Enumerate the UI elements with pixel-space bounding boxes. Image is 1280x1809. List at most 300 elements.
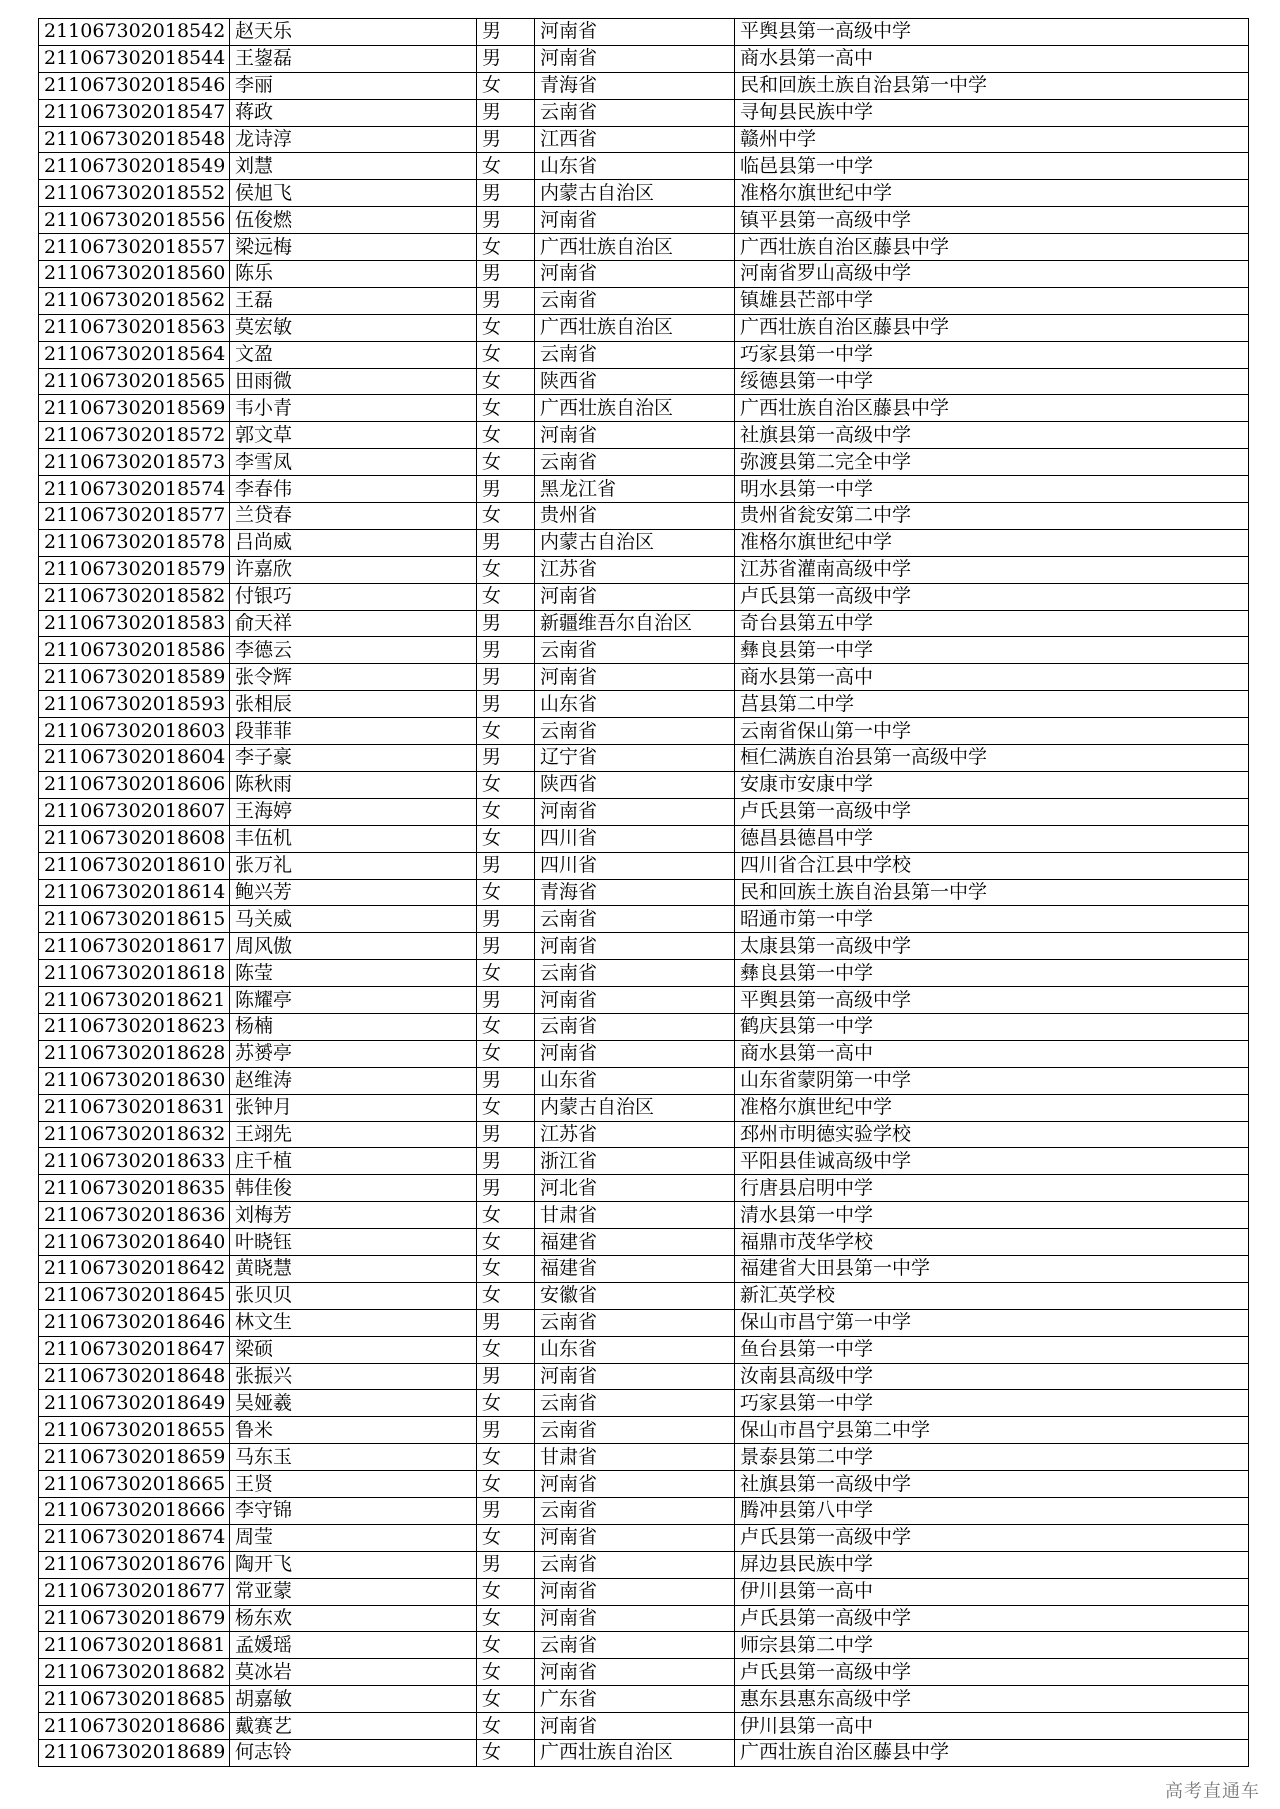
name-cell: 李子豪 bbox=[230, 745, 477, 772]
school-cell: 巧家县第一中学 bbox=[735, 341, 1249, 368]
name-cell: 马关威 bbox=[230, 906, 477, 933]
gender-cell: 女 bbox=[477, 1390, 535, 1417]
table-row bbox=[39, 234, 1249, 261]
table-row bbox=[39, 314, 1249, 341]
exam-id-cell: 211067302018544 bbox=[39, 45, 230, 72]
gender-cell: 女 bbox=[477, 879, 535, 906]
gender-cell: 女 bbox=[477, 1578, 535, 1605]
table-row bbox=[39, 422, 1249, 449]
school-cell: 商水县第一高中 bbox=[735, 45, 1249, 72]
name-cell: 孟媛瑶 bbox=[230, 1632, 477, 1659]
gender-cell: 女 bbox=[477, 234, 535, 261]
name-cell: 陈莹 bbox=[230, 960, 477, 987]
exam-id-cell: 211067302018636 bbox=[39, 1202, 230, 1229]
gender-cell: 女 bbox=[477, 1740, 535, 1767]
gender-cell: 女 bbox=[477, 314, 535, 341]
school-cell: 广西壮族自治区藤县中学 bbox=[735, 395, 1249, 422]
school-cell: 新汇英学校 bbox=[735, 1282, 1249, 1309]
table-row bbox=[39, 825, 1249, 852]
table-row bbox=[39, 180, 1249, 207]
province-cell: 青海省 bbox=[535, 879, 735, 906]
table-row bbox=[39, 1336, 1249, 1363]
gender-cell: 男 bbox=[477, 45, 535, 72]
table-row bbox=[39, 503, 1249, 530]
school-cell: 社旗县第一高级中学 bbox=[735, 1471, 1249, 1498]
name-cell: 侯旭飞 bbox=[230, 180, 477, 207]
gender-cell: 男 bbox=[477, 1309, 535, 1336]
province-cell: 内蒙古自治区 bbox=[535, 529, 735, 556]
table-row bbox=[39, 1713, 1249, 1740]
gender-cell: 男 bbox=[477, 126, 535, 153]
exam-id-cell: 211067302018603 bbox=[39, 718, 230, 745]
gender-cell: 男 bbox=[477, 287, 535, 314]
name-cell: 李雪凤 bbox=[230, 449, 477, 476]
table-row bbox=[39, 1632, 1249, 1659]
name-cell: 梁硕 bbox=[230, 1336, 477, 1363]
gender-cell: 女 bbox=[477, 556, 535, 583]
gender-cell: 男 bbox=[477, 19, 535, 46]
name-cell: 吕尚威 bbox=[230, 529, 477, 556]
exam-id-cell: 211067302018649 bbox=[39, 1390, 230, 1417]
table-row bbox=[39, 153, 1249, 180]
table-row bbox=[39, 1202, 1249, 1229]
name-cell: 鲁米 bbox=[230, 1417, 477, 1444]
exam-id-cell: 211067302018607 bbox=[39, 798, 230, 825]
name-cell: 苏赟亭 bbox=[230, 1040, 477, 1067]
province-cell: 黑龙江省 bbox=[535, 476, 735, 503]
school-cell: 明水县第一中学 bbox=[735, 476, 1249, 503]
table-row bbox=[39, 1417, 1249, 1444]
province-cell: 河北省 bbox=[535, 1175, 735, 1202]
province-cell: 云南省 bbox=[535, 99, 735, 126]
province-cell: 辽宁省 bbox=[535, 745, 735, 772]
table-row bbox=[39, 906, 1249, 933]
province-cell: 河南省 bbox=[535, 583, 735, 610]
province-cell: 河南省 bbox=[535, 261, 735, 288]
table-row bbox=[39, 1094, 1249, 1121]
name-cell: 陈秋雨 bbox=[230, 771, 477, 798]
school-cell: 寻甸县民族中学 bbox=[735, 99, 1249, 126]
table-row bbox=[39, 718, 1249, 745]
table-row bbox=[39, 1578, 1249, 1605]
exam-id-cell: 211067302018579 bbox=[39, 556, 230, 583]
gender-cell: 女 bbox=[477, 341, 535, 368]
name-cell: 戴赛艺 bbox=[230, 1713, 477, 1740]
province-cell: 安徽省 bbox=[535, 1282, 735, 1309]
province-cell: 河南省 bbox=[535, 933, 735, 960]
gender-cell: 女 bbox=[477, 1013, 535, 1040]
gender-cell: 男 bbox=[477, 1363, 535, 1390]
name-cell: 陈耀亭 bbox=[230, 987, 477, 1014]
province-cell: 广西壮族自治区 bbox=[535, 234, 735, 261]
name-cell: 段菲菲 bbox=[230, 718, 477, 745]
name-cell: 鲍兴芳 bbox=[230, 879, 477, 906]
name-cell: 蒋政 bbox=[230, 99, 477, 126]
table-row bbox=[39, 1471, 1249, 1498]
table-row bbox=[39, 1524, 1249, 1551]
school-cell: 广西壮族自治区藤县中学 bbox=[735, 314, 1249, 341]
province-cell: 云南省 bbox=[535, 449, 735, 476]
name-cell: 莫冰岩 bbox=[230, 1659, 477, 1686]
school-cell: 弥渡县第二完全中学 bbox=[735, 449, 1249, 476]
name-cell: 李春伟 bbox=[230, 476, 477, 503]
gender-cell: 男 bbox=[477, 987, 535, 1014]
gender-cell: 女 bbox=[477, 825, 535, 852]
exam-id-cell: 211067302018606 bbox=[39, 771, 230, 798]
province-cell: 云南省 bbox=[535, 1551, 735, 1578]
school-cell: 社旗县第一高级中学 bbox=[735, 422, 1249, 449]
table-row bbox=[39, 1148, 1249, 1175]
province-cell: 云南省 bbox=[535, 1632, 735, 1659]
exam-id-cell: 211067302018608 bbox=[39, 825, 230, 852]
exam-id-cell: 211067302018659 bbox=[39, 1444, 230, 1471]
province-cell: 云南省 bbox=[535, 287, 735, 314]
exam-id-cell: 211067302018548 bbox=[39, 126, 230, 153]
table-row bbox=[39, 691, 1249, 718]
table-row bbox=[39, 771, 1249, 798]
gender-cell: 女 bbox=[477, 72, 535, 99]
province-cell: 河南省 bbox=[535, 207, 735, 234]
table-row bbox=[39, 207, 1249, 234]
gender-cell: 女 bbox=[477, 771, 535, 798]
name-cell: 周风傲 bbox=[230, 933, 477, 960]
gender-cell: 男 bbox=[477, 637, 535, 664]
gender-cell: 女 bbox=[477, 583, 535, 610]
gender-cell: 女 bbox=[477, 960, 535, 987]
gender-cell: 女 bbox=[477, 395, 535, 422]
gender-cell: 女 bbox=[477, 1444, 535, 1471]
province-cell: 福建省 bbox=[535, 1255, 735, 1282]
exam-id-cell: 211067302018631 bbox=[39, 1094, 230, 1121]
exam-id-cell: 211067302018665 bbox=[39, 1471, 230, 1498]
gender-cell: 女 bbox=[477, 422, 535, 449]
school-cell: 商水县第一高中 bbox=[735, 1040, 1249, 1067]
exam-id-cell: 211067302018593 bbox=[39, 691, 230, 718]
school-cell: 彝良县第一中学 bbox=[735, 637, 1249, 664]
exam-id-cell: 211067302018689 bbox=[39, 1740, 230, 1767]
gender-cell: 男 bbox=[477, 1417, 535, 1444]
name-cell: 许嘉欣 bbox=[230, 556, 477, 583]
table-row bbox=[39, 72, 1249, 99]
school-cell: 师宗县第二中学 bbox=[735, 1632, 1249, 1659]
province-cell: 四川省 bbox=[535, 825, 735, 852]
gender-cell: 女 bbox=[477, 1229, 535, 1256]
name-cell: 马东玉 bbox=[230, 1444, 477, 1471]
name-cell: 田雨微 bbox=[230, 368, 477, 395]
name-cell: 张钟月 bbox=[230, 1094, 477, 1121]
school-cell: 山东省蒙阴第一中学 bbox=[735, 1067, 1249, 1094]
school-cell: 太康县第一高级中学 bbox=[735, 933, 1249, 960]
gender-cell: 女 bbox=[477, 1255, 535, 1282]
exam-id-cell: 211067302018577 bbox=[39, 503, 230, 530]
gender-cell: 女 bbox=[477, 1094, 535, 1121]
exam-id-cell: 211067302018556 bbox=[39, 207, 230, 234]
exam-id-cell: 211067302018586 bbox=[39, 637, 230, 664]
exam-id-cell: 211067302018621 bbox=[39, 987, 230, 1014]
exam-id-cell: 211067302018682 bbox=[39, 1659, 230, 1686]
school-cell: 绥德县第一中学 bbox=[735, 368, 1249, 395]
school-cell: 准格尔旗世纪中学 bbox=[735, 180, 1249, 207]
province-cell: 内蒙古自治区 bbox=[535, 1094, 735, 1121]
province-cell: 广东省 bbox=[535, 1686, 735, 1713]
province-cell: 福建省 bbox=[535, 1229, 735, 1256]
gender-cell: 男 bbox=[477, 207, 535, 234]
table-row bbox=[39, 556, 1249, 583]
exam-id-cell: 211067302018679 bbox=[39, 1605, 230, 1632]
table-row bbox=[39, 126, 1249, 153]
school-cell: 奇台县第五中学 bbox=[735, 610, 1249, 637]
name-cell: 林文生 bbox=[230, 1309, 477, 1336]
province-cell: 内蒙古自治区 bbox=[535, 180, 735, 207]
province-cell: 云南省 bbox=[535, 906, 735, 933]
table-row bbox=[39, 449, 1249, 476]
exam-id-cell: 211067302018589 bbox=[39, 664, 230, 691]
province-cell: 云南省 bbox=[535, 718, 735, 745]
school-cell: 广西壮族自治区藤县中学 bbox=[735, 234, 1249, 261]
table-row bbox=[39, 1740, 1249, 1767]
exam-id-cell: 211067302018615 bbox=[39, 906, 230, 933]
school-cell: 河南省罗山高级中学 bbox=[735, 261, 1249, 288]
province-cell: 江西省 bbox=[535, 126, 735, 153]
school-cell: 卢氏县第一高级中学 bbox=[735, 583, 1249, 610]
name-cell: 伍俊燃 bbox=[230, 207, 477, 234]
province-cell: 河南省 bbox=[535, 664, 735, 691]
province-cell: 陕西省 bbox=[535, 368, 735, 395]
gender-cell: 女 bbox=[477, 153, 535, 180]
exam-id-cell: 211067302018648 bbox=[39, 1363, 230, 1390]
table-row bbox=[39, 1282, 1249, 1309]
gender-cell: 女 bbox=[477, 449, 535, 476]
province-cell: 河南省 bbox=[535, 1040, 735, 1067]
province-cell: 青海省 bbox=[535, 72, 735, 99]
province-cell: 甘肃省 bbox=[535, 1202, 735, 1229]
province-cell: 云南省 bbox=[535, 637, 735, 664]
admission-list-table bbox=[38, 18, 1249, 1767]
name-cell: 张贝贝 bbox=[230, 1282, 477, 1309]
exam-id-cell: 211067302018630 bbox=[39, 1067, 230, 1094]
province-cell: 贵州省 bbox=[535, 503, 735, 530]
province-cell: 江苏省 bbox=[535, 1121, 735, 1148]
name-cell: 付银巧 bbox=[230, 583, 477, 610]
province-cell: 河南省 bbox=[535, 19, 735, 46]
gender-cell: 女 bbox=[477, 1659, 535, 1686]
school-cell: 伊川县第一高中 bbox=[735, 1578, 1249, 1605]
table-row bbox=[39, 798, 1249, 825]
exam-id-cell: 211067302018628 bbox=[39, 1040, 230, 1067]
watermark-text: 高考直通车 bbox=[1165, 1781, 1260, 1802]
exam-id-cell: 211067302018681 bbox=[39, 1632, 230, 1659]
gender-cell: 男 bbox=[477, 261, 535, 288]
name-cell: 王翊先 bbox=[230, 1121, 477, 1148]
table-row bbox=[39, 583, 1249, 610]
table-row bbox=[39, 1390, 1249, 1417]
province-cell: 云南省 bbox=[535, 960, 735, 987]
exam-id-cell: 211067302018666 bbox=[39, 1497, 230, 1524]
school-cell: 腾冲县第八中学 bbox=[735, 1497, 1249, 1524]
school-cell: 福建省大田县第一中学 bbox=[735, 1255, 1249, 1282]
gender-cell: 男 bbox=[477, 1067, 535, 1094]
gender-cell: 男 bbox=[477, 529, 535, 556]
name-cell: 莫宏敏 bbox=[230, 314, 477, 341]
table-row bbox=[39, 637, 1249, 664]
school-cell: 民和回族土族自治县第一中学 bbox=[735, 72, 1249, 99]
school-cell: 惠东县惠东高级中学 bbox=[735, 1686, 1249, 1713]
school-cell: 镇雄县芒部中学 bbox=[735, 287, 1249, 314]
name-cell: 吴娅羲 bbox=[230, 1390, 477, 1417]
school-cell: 云南省保山第一中学 bbox=[735, 718, 1249, 745]
name-cell: 李守锦 bbox=[230, 1497, 477, 1524]
table-row bbox=[39, 1229, 1249, 1256]
exam-id-cell: 211067302018563 bbox=[39, 314, 230, 341]
gender-cell: 男 bbox=[477, 1551, 535, 1578]
name-cell: 张令辉 bbox=[230, 664, 477, 691]
gender-cell: 男 bbox=[477, 1121, 535, 1148]
exam-id-cell: 211067302018573 bbox=[39, 449, 230, 476]
gender-cell: 女 bbox=[477, 1605, 535, 1632]
table-row bbox=[39, 1067, 1249, 1094]
school-cell: 准格尔旗世纪中学 bbox=[735, 1094, 1249, 1121]
exam-id-cell: 211067302018572 bbox=[39, 422, 230, 449]
school-cell: 德昌县德昌中学 bbox=[735, 825, 1249, 852]
gender-cell: 男 bbox=[477, 1497, 535, 1524]
name-cell: 何志铃 bbox=[230, 1740, 477, 1767]
name-cell: 叶晓钰 bbox=[230, 1229, 477, 1256]
gender-cell: 女 bbox=[477, 503, 535, 530]
exam-id-cell: 211067302018564 bbox=[39, 341, 230, 368]
table-row bbox=[39, 933, 1249, 960]
name-cell: 龙诗淳 bbox=[230, 126, 477, 153]
school-cell: 卢氏县第一高级中学 bbox=[735, 1659, 1249, 1686]
gender-cell: 男 bbox=[477, 1148, 535, 1175]
table-row bbox=[39, 529, 1249, 556]
gender-cell: 女 bbox=[477, 1713, 535, 1740]
exam-id-cell: 211067302018617 bbox=[39, 933, 230, 960]
school-cell: 平舆县第一高级中学 bbox=[735, 19, 1249, 46]
school-cell: 平舆县第一高级中学 bbox=[735, 987, 1249, 1014]
table-row bbox=[39, 1255, 1249, 1282]
exam-id-cell: 211067302018647 bbox=[39, 1336, 230, 1363]
table-row bbox=[39, 1605, 1249, 1632]
province-cell: 新疆维吾尔自治区 bbox=[535, 610, 735, 637]
exam-id-cell: 211067302018686 bbox=[39, 1713, 230, 1740]
school-cell: 保山市昌宁县第二中学 bbox=[735, 1417, 1249, 1444]
exam-id-cell: 211067302018635 bbox=[39, 1175, 230, 1202]
school-cell: 贵州省瓮安第二中学 bbox=[735, 503, 1249, 530]
name-cell: 周莹 bbox=[230, 1524, 477, 1551]
gender-cell: 女 bbox=[477, 1524, 535, 1551]
table-row bbox=[39, 1444, 1249, 1471]
school-cell: 卢氏县第一高级中学 bbox=[735, 1605, 1249, 1632]
table-row bbox=[39, 1121, 1249, 1148]
gender-cell: 女 bbox=[477, 1282, 535, 1309]
school-cell: 桓仁满族自治县第一高级中学 bbox=[735, 745, 1249, 772]
name-cell: 李丽 bbox=[230, 72, 477, 99]
name-cell: 刘梅芳 bbox=[230, 1202, 477, 1229]
exam-id-cell: 211067302018546 bbox=[39, 72, 230, 99]
province-cell: 云南省 bbox=[535, 1497, 735, 1524]
exam-id-cell: 211067302018542 bbox=[39, 19, 230, 46]
gender-cell: 女 bbox=[477, 1471, 535, 1498]
name-cell: 庄千植 bbox=[230, 1148, 477, 1175]
table-row bbox=[39, 99, 1249, 126]
province-cell: 山东省 bbox=[535, 691, 735, 718]
province-cell: 陕西省 bbox=[535, 771, 735, 798]
province-cell: 云南省 bbox=[535, 1417, 735, 1444]
table-row bbox=[39, 287, 1249, 314]
table-row bbox=[39, 987, 1249, 1014]
province-cell: 浙江省 bbox=[535, 1148, 735, 1175]
school-cell: 彝良县第一中学 bbox=[735, 960, 1249, 987]
table-row bbox=[39, 1363, 1249, 1390]
table-row bbox=[39, 19, 1249, 46]
name-cell: 梁远梅 bbox=[230, 234, 477, 261]
province-cell: 甘肃省 bbox=[535, 1444, 735, 1471]
gender-cell: 女 bbox=[477, 1686, 535, 1713]
exam-id-cell: 211067302018560 bbox=[39, 261, 230, 288]
exam-id-cell: 211067302018557 bbox=[39, 234, 230, 261]
table-row bbox=[39, 745, 1249, 772]
name-cell: 黄晓慧 bbox=[230, 1255, 477, 1282]
exam-id-cell: 211067302018642 bbox=[39, 1255, 230, 1282]
school-cell: 镇平县第一高级中学 bbox=[735, 207, 1249, 234]
name-cell: 丰伍机 bbox=[230, 825, 477, 852]
school-cell: 赣州中学 bbox=[735, 126, 1249, 153]
table-row bbox=[39, 1175, 1249, 1202]
gender-cell: 女 bbox=[477, 798, 535, 825]
name-cell: 赵天乐 bbox=[230, 19, 477, 46]
gender-cell: 女 bbox=[477, 1336, 535, 1363]
school-cell: 安康市安康中学 bbox=[735, 771, 1249, 798]
province-cell: 四川省 bbox=[535, 852, 735, 879]
name-cell: 陈乐 bbox=[230, 261, 477, 288]
exam-id-cell: 211067302018633 bbox=[39, 1148, 230, 1175]
table-row bbox=[39, 879, 1249, 906]
exam-id-cell: 211067302018582 bbox=[39, 583, 230, 610]
school-cell: 四川省合江县中学校 bbox=[735, 852, 1249, 879]
exam-id-cell: 211067302018674 bbox=[39, 1524, 230, 1551]
school-cell: 景泰县第二中学 bbox=[735, 1444, 1249, 1471]
exam-id-cell: 211067302018632 bbox=[39, 1121, 230, 1148]
exam-id-cell: 211067302018610 bbox=[39, 852, 230, 879]
school-cell: 平阳县佳诚高级中学 bbox=[735, 1148, 1249, 1175]
province-cell: 河南省 bbox=[535, 1524, 735, 1551]
gender-cell: 男 bbox=[477, 906, 535, 933]
name-cell: 杨东欢 bbox=[230, 1605, 477, 1632]
province-cell: 广西壮族自治区 bbox=[535, 314, 735, 341]
name-cell: 韦小青 bbox=[230, 395, 477, 422]
gender-cell: 男 bbox=[477, 1175, 535, 1202]
province-cell: 河南省 bbox=[535, 1578, 735, 1605]
school-cell: 商水县第一高中 bbox=[735, 664, 1249, 691]
name-cell: 张万礼 bbox=[230, 852, 477, 879]
gender-cell: 男 bbox=[477, 933, 535, 960]
province-cell: 云南省 bbox=[535, 341, 735, 368]
name-cell: 文盈 bbox=[230, 341, 477, 368]
province-cell: 山东省 bbox=[535, 1336, 735, 1363]
name-cell: 郭文草 bbox=[230, 422, 477, 449]
name-cell: 王磊 bbox=[230, 287, 477, 314]
table-row bbox=[39, 1309, 1249, 1336]
exam-id-cell: 211067302018562 bbox=[39, 287, 230, 314]
province-cell: 河南省 bbox=[535, 1659, 735, 1686]
gender-cell: 女 bbox=[477, 1040, 535, 1067]
table-row bbox=[39, 1497, 1249, 1524]
exam-id-cell: 211067302018578 bbox=[39, 529, 230, 556]
province-cell: 云南省 bbox=[535, 1309, 735, 1336]
province-cell: 河南省 bbox=[535, 45, 735, 72]
school-cell: 江苏省灌南高级中学 bbox=[735, 556, 1249, 583]
name-cell: 俞天祥 bbox=[230, 610, 477, 637]
